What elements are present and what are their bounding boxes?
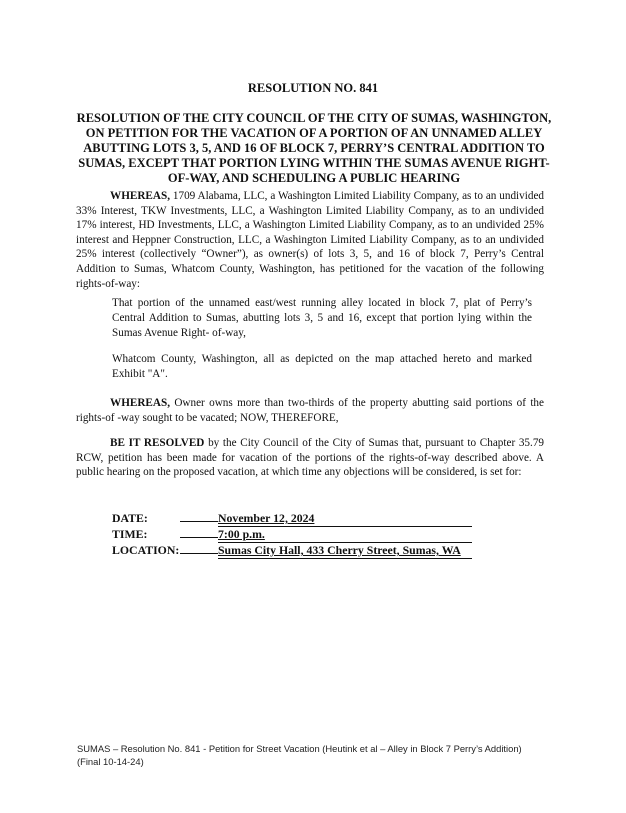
- legal-description-1: That portion of the unnamed east/west running alley located in block 7, plat of Perry’s Central Addition to Sumas, abutting lots 3, 5 and 16, except that portion lying within the Sumas Avenue Right- of-way,: [112, 297, 532, 339]
- date-value: November 12, 2024: [218, 511, 472, 527]
- resolved-lead: BE IT RESOLVED: [110, 437, 205, 449]
- underline-gap: [180, 526, 218, 538]
- underline-gap: [180, 510, 218, 522]
- resolution-title: RESOLUTION OF THE CITY COUNCIL OF THE CITY OF SUMAS, WASHINGTON, ON PETITION FOR THE VACATION OF A PORTION OF AN UNNAMED ALLEY ABUTTING LOTS 3, 5, AND 16 OF BLOCK 7, PERRY’S CENTRAL ADDITION TO SUMAS, EXCEPT THAT PORTION LYING WITHIN THE SUMAS AVENUE RIGHT-OF-WAY, AND SCHEDULING A PUBLIC HEARING: [76, 111, 552, 185]
- whereas-text: Owner owns more than two-thirds of the property abutting said portions of the rights-of -way sought to be vacated; NOW, THEREFORE,: [76, 397, 544, 424]
- page-footer: SUMAS – Resolution No. 841 - Petition for Street Vacation (Heutink et al – Alley in Block 7 Perry’s Addition) (Final 10-14-24): [77, 743, 522, 767]
- time-label: TIME:: [112, 527, 148, 541]
- whereas-paragraph-1: [76, 189, 544, 291]
- whereas-lead: WHEREAS,: [110, 190, 170, 202]
- date-row: [112, 510, 472, 526]
- legal-description-2: Whatcom County, Washington, all as depicted on the map attached hereto and marked Exhibit "A".: [112, 353, 532, 380]
- date-label: DATE:: [112, 511, 148, 525]
- underline-gap: [180, 542, 218, 554]
- hearing-details: [112, 510, 472, 558]
- location-value: Sumas City Hall, 433 Cherry Street, Sumas, WA: [218, 543, 472, 559]
- time-value: 7:00 p.m.: [218, 527, 472, 543]
- resolved-paragraph: [76, 436, 544, 480]
- location-row: [112, 542, 472, 558]
- whereas-text: 1709 Alabama, LLC, a Washington Limited Liability Company, as to an undivided 33% Interest, TKW Investments, LLC, a Washington Limited Liability Company, as to an undivided 17% interest, HD Investments, LLC, a Washington Limited Liability Company, as to an undivided 25% interest and Heppner Construction, LLC, a Washington Limited Liability Company, as to an undivided 25% interest (collectively “Owner”), as owner(s) of lots 3, 5, and 16 of block 7, Perry’s Central Addition to Sumas, Whatcom County, Washington, has petitioned for the vacation of the following rights-of-way:: [76, 190, 545, 290]
- whereas-lead: WHEREAS,: [110, 397, 170, 409]
- resolution-number: RESOLUTION NO. 841: [247, 81, 379, 95]
- time-row: [112, 526, 472, 542]
- whereas-paragraph-2: [76, 396, 544, 425]
- resolved-text: by the City Council of the City of Sumas that, pursuant to Chapter 35.79 RCW, petition has been made for vacation of the portions of the rights-of-way described above. A public hearing on the proposed vacation, at which time any objections will be considered, is set for:: [76, 437, 545, 479]
- location-label: LOCATION:: [112, 543, 180, 557]
